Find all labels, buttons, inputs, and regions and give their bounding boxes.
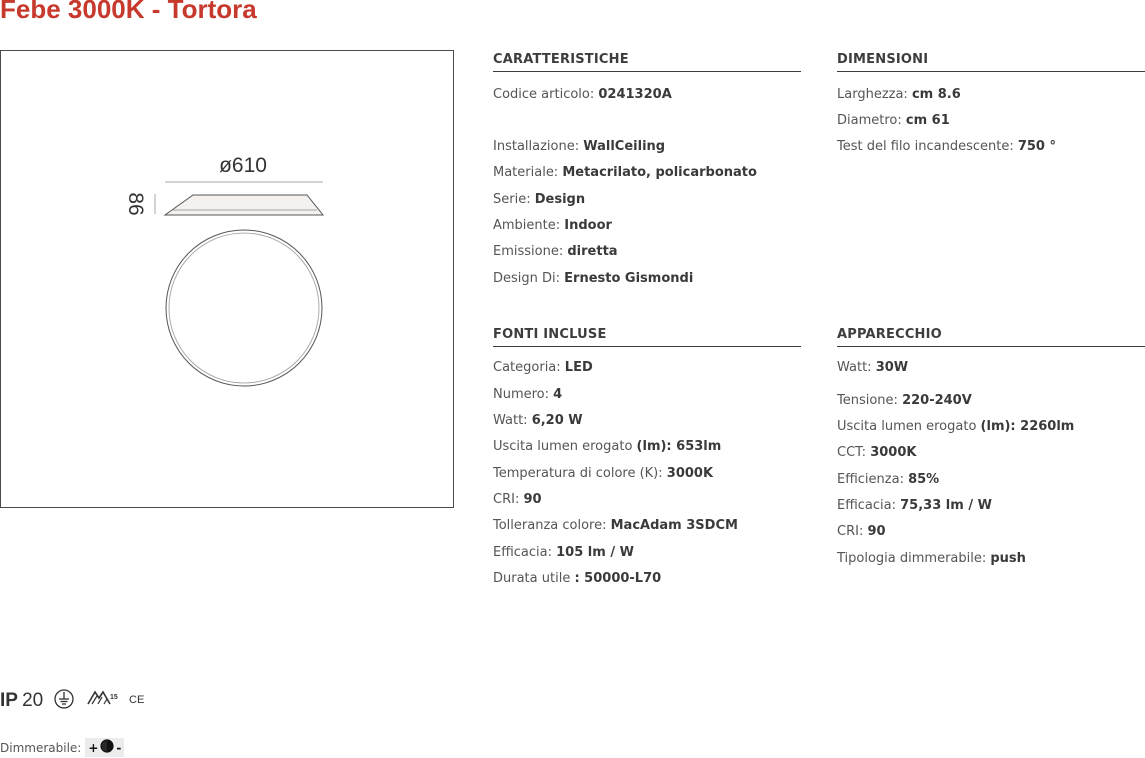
spec-row-watt-fonti: Watt: 6,20 W (493, 413, 583, 428)
spec-row-codice: Codice articolo: 0241320A (493, 87, 672, 102)
svg-text:CE: CE (129, 694, 145, 706)
dim-minus: - (116, 740, 122, 755)
section-fonti-incluse (493, 327, 801, 597)
earth-ground-icon (53, 688, 75, 714)
half-circle-dim-icon (100, 739, 114, 756)
ip-rating: IP 20 (0, 690, 44, 711)
diameter-label: ø610 (219, 154, 267, 177)
spec-row-efficacia-app: Efficacia: 75,33 lm / W (837, 498, 992, 513)
certifications-row (0, 688, 147, 714)
section-heading-fonti: FONTI INCLUSE (493, 327, 801, 347)
ce-mark-icon (127, 688, 147, 714)
section-caratteristiche (493, 52, 801, 292)
spec-row-design: Design Di: Ernesto Gismondi (493, 271, 694, 286)
technical-drawing (0, 50, 454, 508)
spec-row-ambiente: Ambiente: Indoor (493, 218, 612, 233)
product-title: Febe 3000K - Tortora (0, 0, 257, 24)
spec-row-test-filo: Test del filo incandescente: 750 ° (837, 139, 1057, 154)
spec-row-watt-app: Watt: 30W (837, 360, 909, 375)
section-heading-apparecchio: APPARECCHIO (837, 327, 1145, 347)
spec-row-cri-app: CRI: 90 (837, 524, 886, 539)
spec-row-tensione: Tensione: 220-240V (837, 393, 972, 408)
lamp-dimension-drawing (1, 51, 453, 507)
spec-row-tolleranza: Tolleranza colore: MacAdam 3SDCM (493, 518, 738, 533)
dim-plus: + (88, 740, 99, 755)
svg-text:15: 15 (110, 694, 119, 701)
dimmable-row (0, 738, 124, 757)
spec-row-cct: CCT: 3000K (837, 445, 917, 460)
spec-row-efficacia-fonti: Efficacia: 105 lm / W (493, 545, 634, 560)
spec-row-durata: Durata utile : 50000-L70 (493, 571, 662, 586)
section-heading-dimensioni: DIMENSIONI (837, 52, 1145, 72)
dimmable-label: Dimmerabile: (0, 740, 82, 755)
spec-row-serie: Serie: Design (493, 192, 586, 207)
spec-row-lumen-fonti: Uscita lumen erogato (lm): 653lm (493, 439, 722, 454)
dimmable-badge (85, 738, 124, 757)
enec-15-icon (85, 688, 117, 714)
spec-row-emissione: Emissione: diretta (493, 244, 618, 259)
spec-row-efficienza: Efficienza: 85% (837, 472, 940, 487)
spec-row-lumen-app: Uscita lumen erogato (lm): 2260lm (837, 419, 1075, 434)
section-heading-caratteristiche: CARATTERISTICHE (493, 52, 801, 72)
height-label: 86 (124, 192, 147, 216)
spec-row-numero: Numero: 4 (493, 387, 563, 402)
spec-row-categoria: Categoria: LED (493, 360, 593, 375)
section-apparecchio (837, 327, 1145, 577)
spec-row-temperatura: Temperatura di colore (K): 3000K (493, 466, 714, 481)
section-dimensioni (837, 52, 1145, 172)
spec-row-diametro: Diametro: cm 61 (837, 113, 950, 128)
spec-row-materiale: Materiale: Metacrilato, policarbonato (493, 165, 757, 180)
spec-row-installazione: Installazione: WallCeiling (493, 139, 666, 154)
spec-row-dimmerabile-tipo: Tipologia dimmerabile: push (837, 551, 1026, 566)
spec-row-larghezza: Larghezza: cm 8.6 (837, 87, 961, 102)
spec-row-cri-fonti: CRI: 90 (493, 492, 542, 507)
